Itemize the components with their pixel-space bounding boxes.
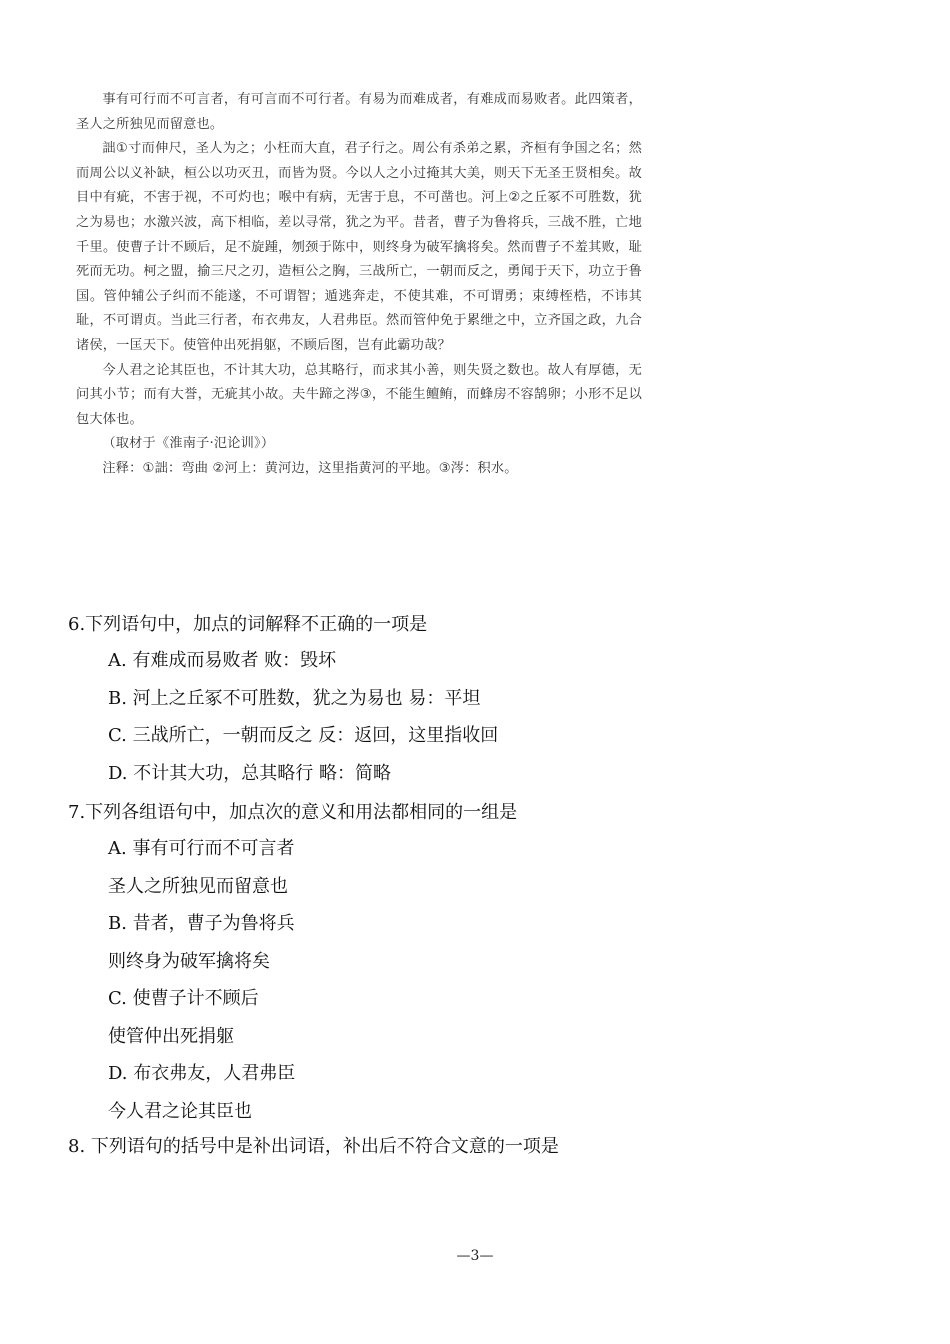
question-7-option-d-line2: 今人君之论其臣也 bbox=[108, 1100, 252, 1122]
question-7-stem: 7.下列各组语句中，加点次的意义和用法都相同的一组是 bbox=[68, 802, 518, 823]
passage-notes: 注释：①詘：弯曲 ②河上：黄河边，这里指黄河的平地。③涔：积水。 bbox=[102, 460, 518, 476]
question-6-option-d: D. 不计其大功，总其略行 略：简略 bbox=[108, 762, 391, 784]
question-7-option-c-line2: 使管仲出死捐躯 bbox=[108, 1025, 234, 1047]
question-7-option-b-line1: B. 昔者，曹子为鲁将兵 bbox=[108, 913, 295, 934]
question-8-stem: 8. 下列语句的括号中是补出词语，补出后不符合文意的一项是 bbox=[68, 1136, 559, 1157]
question-6-option-a: A. 有难成而易败者 败：毁坏 bbox=[108, 650, 337, 671]
question-7-option-a-line1: A. 事有可行而不可言者 bbox=[108, 838, 295, 859]
question-7-option-b-line2: 则终身为破军擒将矣 bbox=[108, 950, 270, 972]
question-7-option-a-line2: 圣人之所独见而留意也 bbox=[108, 875, 288, 897]
passage-paragraph-1: 事有可行而不可言者，有可言而不可行者。有易为而难成者，有难成而易败者。此四策者，圣人之所独见而留意也。 bbox=[76, 92, 642, 132]
passage-paragraph-3: 今人君之论其臣也，不计其大功，总其略行，而求其小善，则失贤之数也。故人有厚德，无问其小节；而有大誉，无疵其小故。夫牛蹄之涔③，不能生鳣鲔，而蜂房不容鹄卵；小形不足以包大体也。 bbox=[76, 362, 642, 427]
question-6-option-b: B. 河上之丘冢不可胜数，犹之为易也 易：平坦 bbox=[108, 687, 481, 709]
question-6-stem: 6.下列语句中，加点的词解释不正确的一项是 bbox=[68, 614, 428, 635]
question-6-option-c: C. 三战所亡，一朝而反之 反：返回，这里指收回 bbox=[108, 725, 499, 746]
question-7-option-d-line1: D. 布衣弗友，人君弗臣 bbox=[108, 1063, 296, 1084]
question-list bbox=[68, 608, 888, 1164]
question-7-option-c-line1: C. 使曹子计不顾后 bbox=[108, 988, 259, 1009]
classical-passage bbox=[76, 88, 642, 482]
passage-source: （取材于《淮南子·氾论训》） bbox=[102, 436, 275, 452]
page-number: —3— bbox=[456, 1248, 494, 1264]
passage-paragraph-2: 詘①寸而伸尺，圣人为之；小枉而大直，君子行之。周公有杀弟之累，齐桓有争国之名；然而周公以义补缺，桓公以功灭丑，而皆为贤。今以人之小过掩其大美，则天下无圣王贤相矣。故目中有疵，不害于视，不可灼也；喉中有病，无害于息，不可凿也。河上②之丘冢不可胜数，犹之为易也；水激兴波，高下相临，差以寻常，犹之为平。昔者，曹子为鲁将兵，三战不胜，亡地千里。使曹子计不顾后，足不旋踵，刎颈于陈中，则终身为破军擒将矣。然而曹子不羞其败，耻死而无功。柯之盟，揄三尺之刃，造桓公之胸，三战所亡，一朝而反之，勇闻于天下，功立于鲁国。管仲辅公子纠而不能遂，不可谓智；遁逃奔走，不使其难，不可谓勇；束缚桎梏，不讳其耻，不可谓贞。当此三行者，布衣弗友，人君弗臣。然而管仲免于累绁之中，立齐国之政，九合诸侯，一匡天下。使管仲出死捐躯，不顾后图，岂有此霸功哉？ bbox=[76, 141, 642, 353]
